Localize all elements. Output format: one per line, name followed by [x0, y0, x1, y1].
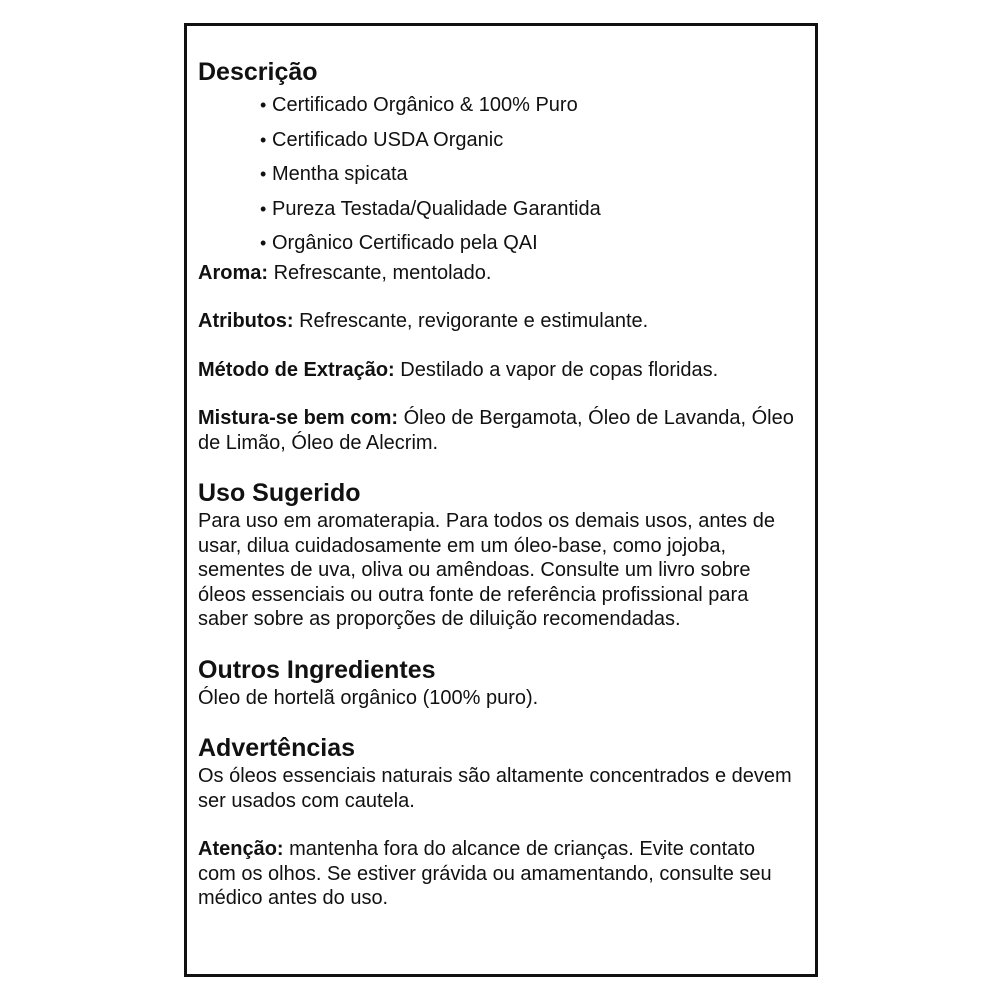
metodo-label: Método de Extração:	[198, 358, 395, 381]
outros-text: Óleo de hortelã orgânico (100% puro).	[198, 686, 539, 709]
metodo-text: Destilado a vapor de copas floridas.	[394, 358, 719, 381]
atributos-text: Refrescante, revigorante e estimulante.	[293, 310, 649, 332]
card-content	[198, 56, 798, 911]
uso-heading: Uso Sugerido	[198, 479, 361, 507]
descricao-list	[198, 88, 798, 261]
uso-text: Para uso em aromaterapia. Para todos os demais usos, antes de usar, dilua cuidadosamente em um óleo-base, como jojoba, sementes de uva, oliva ou amêndoas. Consulte um livro sobre óleos essenciais ou outra fonte de referência profissional para saber sobre as proporções de diluição recomendadas.	[198, 510, 775, 630]
atributos-line	[198, 309, 798, 334]
atencao-text: mantenha fora do alcance de crianças. Evite contato com os olhos. Se estiver grávida ou amamentando, consulte seu médico antes do uso.	[198, 838, 772, 909]
descricao-item: • Mentha spicata	[260, 157, 798, 192]
descricao-heading: Descrição	[198, 58, 318, 86]
aroma-line	[198, 261, 798, 286]
atributos-label: Atributos:	[198, 310, 294, 332]
mistura-text: Óleo de Bergamota, Óleo de Lavanda, Óleo de Limão, Óleo de Alecrim.	[198, 407, 794, 454]
descricao-item: • Certificado Orgânico & 100% Puro	[260, 88, 798, 123]
advertencias-heading: Advertências	[198, 734, 356, 762]
product-info-card	[184, 23, 818, 977]
mistura-label: Mistura-se bem com:	[198, 407, 399, 429]
metodo-line	[198, 358, 798, 383]
descricao-item: • Pureza Testada/Qualidade Garantida	[260, 192, 798, 227]
aroma-text: Refrescante, mentolado.	[268, 261, 492, 284]
outros-heading: Outros Ingredientes	[198, 655, 436, 684]
descricao-item: • Certificado USDA Organic	[260, 123, 798, 158]
advertencias-text: Os óleos essenciais naturais são altamente concentrados e devem ser usados com cautela.	[198, 765, 792, 812]
descricao-item: • Orgânico Certificado pela QAI	[260, 226, 798, 261]
atencao-line	[198, 837, 798, 911]
aroma-label: Aroma:	[198, 261, 269, 284]
mistura-line	[198, 406, 798, 455]
atencao-label: Atenção:	[198, 838, 284, 860]
